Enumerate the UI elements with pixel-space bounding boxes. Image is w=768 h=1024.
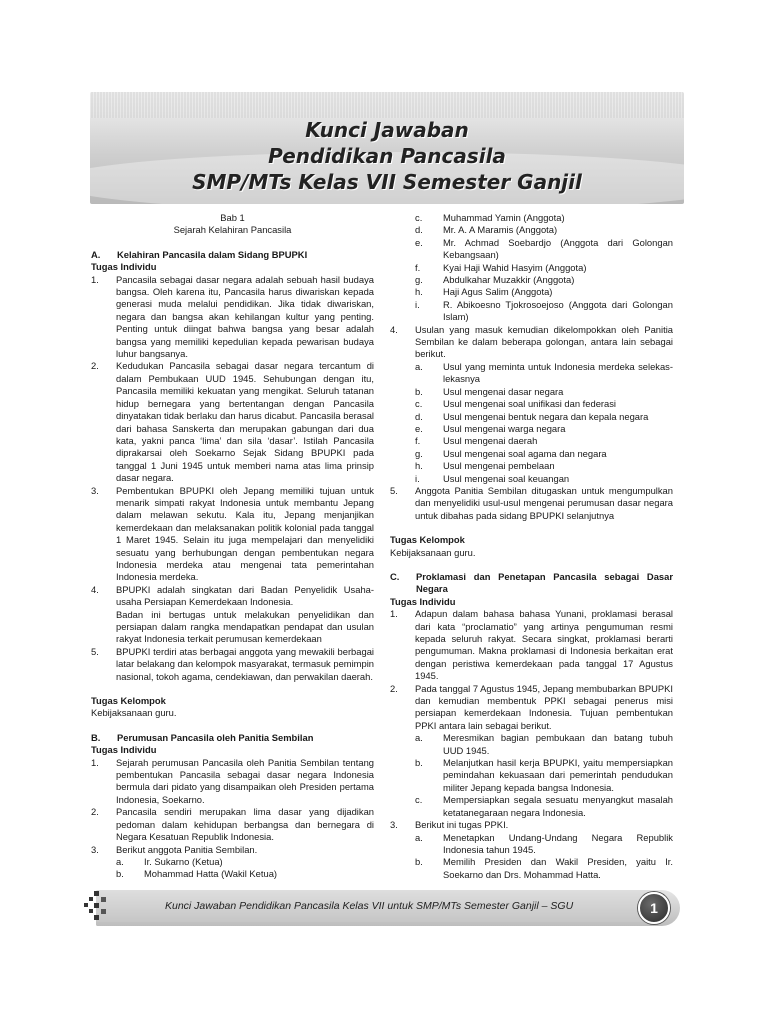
list-item: [91, 646, 374, 683]
list-item: [91, 806, 374, 843]
sub-item-text: Mohammad Hatta (Wakil Ketua): [144, 868, 278, 880]
sub-item: [415, 411, 673, 423]
sub-item: [415, 448, 673, 460]
list-item: [390, 485, 673, 522]
list-item: [390, 683, 673, 733]
sub-item-letter: b.: [116, 868, 124, 880]
sub-item: [415, 460, 673, 472]
section-title: Perumusan Pancasila oleh Panitia Sembilan: [117, 731, 314, 743]
sub-item: [415, 757, 673, 794]
item-number: 5.: [91, 645, 99, 657]
item-text: Pada tanggal 7 Agustus 1945, Jepang membubarkan BPUPKI dan kemudian membentuk PPKI sebagai penerus misi persiapan kemerdekaan Indonesia. Tujuan pembentukan PPKI antara lain sebagai berikut.: [415, 682, 673, 731]
sub-item-text: Haji Agus Salim (Anggota): [443, 286, 553, 298]
item-text: Usulan yang masuk kemudian dikelompokkan oleh Panitia Sembilan ke dalam beberapa golongan, antara lain sebagai berikut.: [415, 323, 673, 360]
item-text: Anggota Panitia Sembilan ditugaskan untuk mengumpulkan dan menyelidiki usul-usul mengenai perumusan dasar negara untuk dibahas pada sidang BPUPKI selanjutnya: [415, 484, 673, 521]
sub-item-letter: i.: [415, 298, 420, 310]
sub-item: [415, 794, 673, 819]
sub-item-text: Abdulkahar Muzakkir (Anggota): [443, 274, 575, 286]
sub-item-letter: a.: [415, 732, 423, 744]
sub-item-letter: a.: [415, 360, 423, 372]
sub-item: [415, 435, 673, 447]
tugas-kelompok-label: Tugas Kelompok: [390, 534, 465, 546]
sub-item: [415, 386, 673, 398]
sub-item: [415, 361, 673, 386]
item-number: 4.: [390, 323, 398, 335]
sub-item: [415, 262, 673, 274]
sub-item-text: Ir. Sukarno (Ketua): [144, 855, 223, 867]
item-number: 1.: [91, 756, 99, 768]
sub-item-letter: e.: [415, 422, 423, 434]
item-text: Berikut anggota Panitia Sembilan.: [116, 843, 258, 855]
item-number: 3.: [390, 819, 398, 831]
sub-item: [415, 237, 673, 262]
sub-item-text: Menetapkan Undang-Undang Negara Republik Indonesia tahun 1945.: [443, 831, 673, 855]
sub-item-text: Usul mengenai pembelaan: [443, 460, 555, 472]
kebijaksanaan-text: Kebijaksanaan guru.: [91, 707, 177, 719]
section-number: B.: [91, 731, 101, 743]
item-number: 2.: [91, 806, 99, 818]
item-text: Sejarah perumusan Pancasila oleh Panitia Sembilan tentang pembentukan Pancasila sebagai dasar negara Indonesia bermula dari pidato yang disampaikan oleh Presiden pertama Indonesia, Soekarno.: [116, 756, 374, 805]
sub-item-letter: c.: [415, 212, 423, 223]
list-item: [390, 608, 673, 682]
item-number: 1.: [91, 273, 99, 285]
item-number: 4.: [91, 583, 99, 595]
item-number: 5.: [390, 484, 398, 496]
item-continuation: Badan ini bertugas untuk melakukan penyelidikan dan persiapan dalam rangka mendapatkan pendapat dan usulan rakyat Indonesia terkait perumusan kemerdekaan: [116, 608, 374, 645]
sub-item: [116, 856, 374, 868]
sub-item-letter: b.: [415, 856, 423, 868]
sub-item: [415, 212, 673, 224]
sub-item-text: Usul mengenai soal keuangan: [443, 472, 570, 484]
list-item: [91, 274, 374, 361]
sub-item-letter: g.: [415, 447, 423, 459]
section-a-heading: [91, 249, 374, 261]
sub-item-letter: c.: [415, 398, 423, 410]
item-text: Pembentukan BPUPKI oleh Jepang memiliki tujuan untuk menarik simpati rakyat Indonesia untuk membantu Jepang dalam melawan sekutu. Kala itu, Jepang menjanjikan kemerdekaan dan melaksanakan politik kolonial pada tanggal 1 Maret 1945. Selain itu juga mempelajari dan menyelidiki sesuatu yang berhubungan dengan pembentukan negara Indonesia merdeka atau mengenai tata pemerintahan Indonesia merdeka.: [116, 484, 374, 583]
sub-item-text: Mempersiapkan segala sesuatu menyangkut masalah ketatanegaraan negara Indonesia.: [443, 794, 673, 818]
sub-item: [415, 299, 673, 324]
sub-item: [415, 224, 673, 236]
list-item: [91, 844, 374, 856]
list-item: [91, 757, 374, 807]
sub-item-text: Kyai Haji Wahid Hasyim (Anggota): [443, 261, 587, 273]
section-title: Proklamasi dan Penetapan Pancasila sebagai Dasar Negara: [416, 570, 673, 595]
tugas-kelompok-label: Tugas Kelompok: [91, 695, 166, 707]
header-stripes: [90, 92, 684, 118]
sub-item-letter: f.: [415, 435, 421, 447]
sub-item-text: Mr. A. A Maramis (Anggota): [443, 224, 558, 236]
sub-item: [415, 473, 673, 485]
list-item: [91, 360, 374, 484]
item-number: 2.: [91, 360, 99, 372]
sub-item-letter: i.: [415, 472, 420, 484]
sub-item-text: Memilih Presiden dan Wakil Presiden, yaitu Ir. Soekarno dan Drs. Mohammad Hatta.: [443, 856, 673, 880]
tugas-individu-label: Tugas Individu: [390, 595, 456, 607]
sub-item-letter: b.: [415, 385, 423, 397]
footer-ornament-icon: [84, 889, 114, 925]
item-text: BPUPKI terdiri atas berbagai anggota yang mewakili berbagai latar belakang dan kelompok masyarakat, termasuk pemimpin nasional, tokoh agama, cendekiawan, dan perwakilan daerah.: [116, 645, 374, 682]
sub-item: [415, 398, 673, 410]
item-text: Pancasila sendiri merupakan lima dasar yang dijadikan pedoman dalam kehidupan berbangsa dan bernegara di Negara Kesatuan Republik Indonesia.: [116, 806, 374, 843]
tugas-individu-label: Tugas Individu: [91, 261, 157, 273]
chapter-number: Bab 1: [220, 212, 245, 223]
tugas-individu-label: Tugas Individu: [91, 744, 157, 756]
sub-item-text: Usul mengenai soal unifikasi dan federasi: [443, 398, 617, 410]
sub-item-text: Usul mengenai bentuk negara dan kepala negara: [443, 410, 649, 422]
sub-item-letter: f.: [415, 261, 421, 273]
document-title: [90, 117, 684, 195]
sub-item-letter: d.: [415, 410, 423, 422]
footer-text: Kunci Jawaban Pendidikan Pancasila Kelas VII untuk SMP/MTs Semester Ganjil – SGU: [165, 900, 574, 912]
sub-item-letter: a.: [415, 831, 423, 843]
page-number: 1: [638, 892, 670, 924]
item-number: 3.: [91, 484, 99, 496]
sub-item: [415, 286, 673, 298]
item-text: Kedudukan Pancasila sebagai dasar negara tercantum di dalam Pembukaan UUD 1945. Sehubungan dengan itu, Pancasila memiliki kekuatan yang mengikat. Seluruh tatanan hidup bernegara yang bertentangan dengan Pancasila dinyatakan tidak berlaku dan harus dicabut. Pancasila berasal dari bahasa Sanskerta dan merupakan gabungan dari dua kata, yakni panca ‘lima’ dan sila ‘dasar’. Istilah Pancasila diprakarsai oleh Soekarno Sejak Sidang BPUPKI pada tanggal 1 Juni 1945 untuk memberi nama atas lima prinsip dasar negara.: [116, 360, 374, 484]
sub-item-letter: a.: [116, 855, 124, 867]
sub-item-text: Muhammad Yamin (Anggota): [443, 212, 565, 223]
sub-item-text: Usul mengenai daerah: [443, 435, 538, 447]
item-text: Berikut ini tugas PPKI.: [415, 819, 509, 831]
item-text: Adapun dalam bahasa bahasa Yunani, proklamasi berasal dari kata “proclamatio” yang artinya pengumuman resmi kepada seluruh rakyat. Secara singkat, proklamasi berarti pengumuman. Makna proklamasi di Indonesia berkaitan erat dengan peristiwa kemerdekaan pada tanggal 17 Agustus 1945.: [415, 608, 673, 682]
sub-item-text: Usul yang meminta untuk Indonesia merdeka selekas-lekasnya: [443, 360, 673, 385]
right-column: [390, 212, 673, 881]
item-number: 2.: [390, 682, 398, 694]
left-column: [91, 212, 374, 881]
sub-item: [415, 423, 673, 435]
chapter-title: Sejarah Kelahiran Pancasila: [173, 224, 292, 236]
sub-item-text: Usul mengenai soal agama dan negara: [443, 447, 607, 459]
sub-item-letter: d.: [415, 224, 423, 236]
section-b-heading: [91, 732, 374, 744]
title-line-2: Pendidikan Pancasila: [268, 144, 506, 168]
section-c-heading: [390, 571, 673, 596]
section-number: A.: [91, 248, 101, 260]
sub-item: [116, 868, 374, 880]
item-text: BPUPKI adalah singkatan dari Badan Penyelidik Usaha-usaha Persiapan Kemerdekaan Indonesia.: [116, 583, 374, 608]
sub-item-text: Usul mengenai warga negara: [443, 422, 566, 434]
item-number: 3.: [91, 843, 99, 855]
sub-item-letter: c.: [415, 794, 423, 806]
sub-item: [415, 832, 673, 857]
item-number: 1.: [390, 608, 398, 620]
sub-item-letter: h.: [415, 460, 423, 472]
sub-item-letter: e.: [415, 236, 423, 248]
sub-item-letter: h.: [415, 286, 423, 298]
sub-item: [415, 732, 673, 757]
sub-item: [415, 274, 673, 286]
sub-item-text: R. Abikoesno Tjokrosoejoso (Anggota dari Golongan Islam): [443, 298, 673, 323]
sub-item-text: Mr. Achmad Soebardjo (Anggota dari Golongan Kebangsaan): [443, 236, 673, 261]
sub-item-text: Melanjutkan hasil kerja BPUPKI, yaitu mempersiapkan pemindahan kekuasaan dari pemerintah pendudukan militer Jepang kepada bangsa Indonesia.: [443, 757, 673, 793]
list-item: [390, 819, 673, 831]
section-number: C.: [390, 570, 400, 582]
section-title: Kelahiran Pancasila dalam Sidang BPUPKI: [117, 248, 308, 260]
sub-item-letter: g.: [415, 274, 423, 286]
title-line-1: Kunci Jawaban: [305, 118, 469, 142]
sub-item-text: Meresmikan bagian pembukaan dan batang tubuh UUD 1945.: [443, 732, 673, 756]
list-item: [91, 584, 374, 609]
list-item: [390, 324, 673, 361]
kebijaksanaan-text: Kebijaksanaan guru.: [390, 546, 476, 558]
title-line-3: SMP/MTs Kelas VII Semester Ganjil: [192, 170, 582, 194]
sub-item-text: Usul mengenai dasar negara: [443, 385, 564, 397]
list-item: [91, 485, 374, 584]
item-text: Pancasila sebagai dasar negara adalah sebuah hasil budaya bangsa. Oleh karena itu, Pancasila harus diwariskan kepada generasi muda melalui pendidikan. Jika tidak diwariskan, negara dan bangsa akan kehilangan kultur yang penting. Penting untuk diingat bahwa bangsa yang besar adalah bangsa yang memiliki kepedulian kepada pewarisan budaya luhur bangsanya.: [116, 273, 374, 360]
sub-item: [415, 856, 673, 881]
sub-item-letter: b.: [415, 757, 423, 769]
